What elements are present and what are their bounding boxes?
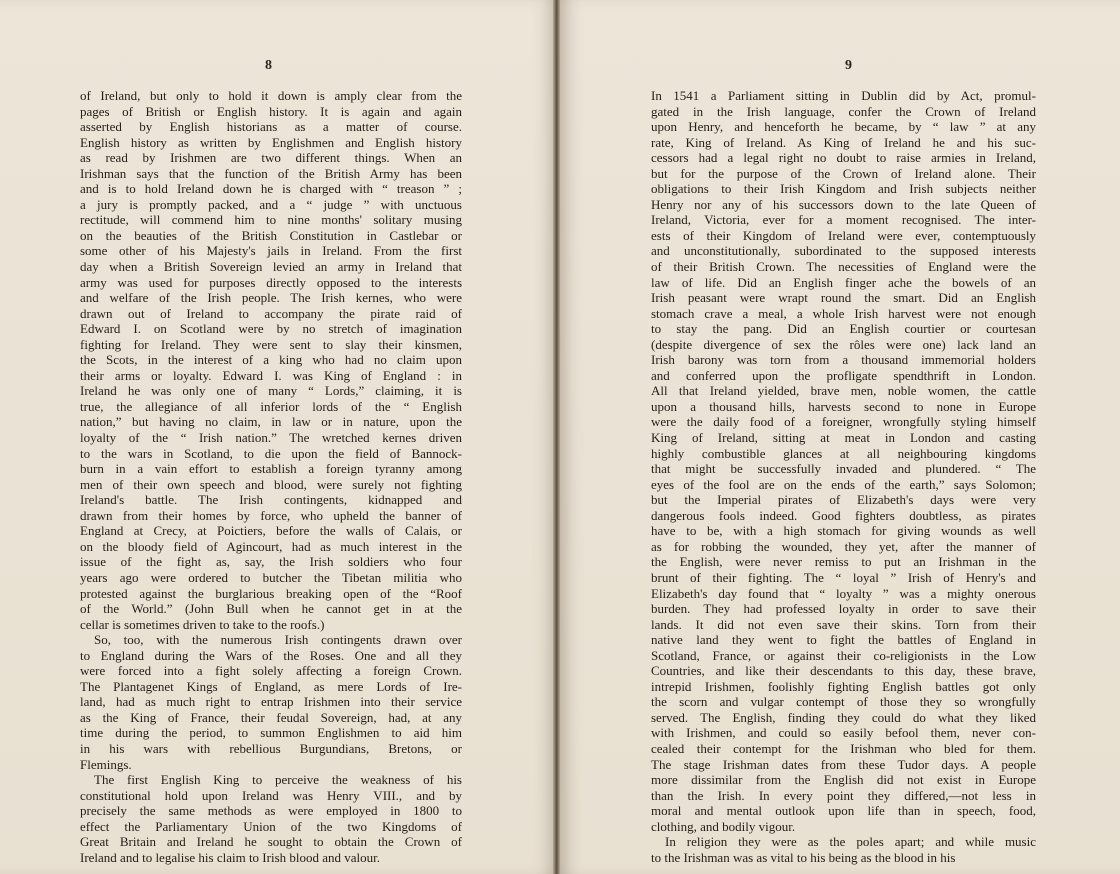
text-line: their arms or loyalty. Edward I. was King of England : in xyxy=(80,367,462,383)
text-line: a jury is promptly packed, and a “ judge ” with unctuous xyxy=(80,196,462,212)
text-line: have to be, with a high stomach for giving wounds as well xyxy=(651,523,1036,539)
text-line: were the daily food of a foreigner, wrongfully styling himself xyxy=(651,414,1036,430)
page-number: 9 xyxy=(845,58,852,73)
text-line: Edward I. on Scotland were by no stretch of imagination xyxy=(80,321,462,337)
text-line: In religion they were as the poles apart; and while music xyxy=(665,834,1036,850)
text-line: rectitude, will commend him to nine months' solitary musing xyxy=(80,212,462,228)
text-line: army was used for purposes directly opposed to the interests xyxy=(80,274,462,290)
text-line: the Scots, in the interest of a king who had no claim upon xyxy=(80,352,462,368)
text-line: to the wars in Scotland, to die upon the field of Bannock- xyxy=(80,445,462,461)
text-line: asserted by English historians as a matter of course. xyxy=(80,119,462,135)
text-line: native land they went to fight the battles of England in xyxy=(651,632,1036,648)
text-line: Ireland and to legalise his claim to Irish blood and valour. xyxy=(80,849,381,865)
text-line: protested against the burglarious breaking open of the “Roof xyxy=(80,585,462,601)
text-line: fighting for Ireland. They were sent to slay their kinsmen, xyxy=(80,336,462,352)
text-line: King of Ireland, sitting at meat in London and casting xyxy=(651,430,1036,446)
text-line: burden. They had professed loyalty in order to save their xyxy=(651,601,1036,617)
text-line: intrepid Irishmen, foolishly fighting English battles got only xyxy=(651,678,1036,694)
text-line: dangerous fools indeed. Good fighters doubtless, as pirates xyxy=(651,507,1036,523)
text-line: years ago were ordered to butcher the Tibetan militia who xyxy=(80,569,462,585)
text-line: and conferred upon the profligate spendthrift in London. xyxy=(651,367,1036,383)
text-line: Irish barony was torn from a thousand immemorial holders xyxy=(651,352,1036,368)
text-line: (despite divergence of sex the rôles were one) lack land an xyxy=(651,336,1036,352)
text-line: brunt of their fighting. The “ loyal ” Irish of Henry's and xyxy=(651,569,1036,585)
text-line: drawn out of Ireland to accompany the pirate raid of xyxy=(80,305,462,321)
text-line: loyalty of the “ Irish nation.” The wretched kernes driven xyxy=(80,430,462,446)
text-line: pages of British or English history. It is again and again xyxy=(80,103,462,119)
text-line: The first English King to perceive the weakness of his xyxy=(94,772,462,788)
text-line: of their British Crown. The necessities of England were the xyxy=(651,259,1036,275)
text-line: eyes of the fool are on the ends of the earth,” says Solomon; xyxy=(651,476,1036,492)
text-line: as read by Irishmen are two different things. When an xyxy=(80,150,462,166)
text-line: upon Henry, and henceforth he became, by “ law ” at any xyxy=(651,119,1036,135)
text-line: So, too, with the numerous Irish contingents drawn over xyxy=(94,632,462,648)
text-line: issue of the fight as, say, the Irish soldiers who four xyxy=(80,554,462,570)
text-line: the English, were never remiss to put an Irishman in the xyxy=(651,554,1036,570)
left-page xyxy=(0,0,556,874)
text-line: ests of their Kingdom of Ireland were ever, contemptuously xyxy=(651,227,1036,243)
text-line: time during the period, to summon Englishmen to aid him xyxy=(80,725,462,741)
text-line: and unconstitutionally, subordinated to the supposed interests xyxy=(651,243,1036,259)
text-line: on the bloody field of Agincourt, had as much interest in the xyxy=(80,538,462,554)
text-line: but the Imperial pirates of Elizabeth's days were very xyxy=(651,492,1036,508)
text-line: than the Irish. In every point they differed,—not less in xyxy=(651,787,1036,803)
right-page xyxy=(560,0,1120,874)
text-line: upon a thousand hills, harvests second to none in Europe xyxy=(651,398,1036,414)
text-line: In 1541 a Parliament sitting in Dublin did by Act, promul- xyxy=(651,88,1036,103)
text-line: moral and mental outlook upon life than in speech, food, xyxy=(651,803,1036,819)
text-line: constitutional hold upon Ireland was Henry VIII., and by xyxy=(80,787,462,803)
text-line: The stage Irishman dates from these Tudor days. A people xyxy=(651,756,1036,772)
text-line: as for robbing the wounded, they yet, after the manner of xyxy=(651,538,1036,554)
text-line: and is to hold Ireland down he is charged with “ treason ” ; xyxy=(80,181,462,197)
text-line: gated in the Irish language, confer the Crown of Ireland xyxy=(651,103,1036,119)
text-line: England at Crecy, at Poictiers, before the walls of Calais, or xyxy=(80,523,462,539)
text-line: effect the Parliamentary Union of the two Kingdoms of xyxy=(80,818,462,834)
text-line: English history as written by Englishmen and English history xyxy=(80,134,462,150)
text-line: the scorn and vulgar contempt of those they so wrongfully xyxy=(651,694,1036,710)
text-line: Flemings. xyxy=(80,756,132,772)
text-line: to stay the pang. Did an English courtier or courtesan xyxy=(651,321,1036,337)
text-line: precisely the same methods as were employed in 1800 to xyxy=(80,803,462,819)
text-line: as the King of France, their feudal Sovereign, had, at any xyxy=(80,709,462,725)
text-line: All that Ireland yielded, brave men, noble women, the cattle xyxy=(651,383,1036,399)
text-line: rate, King of Ireland. As King of Ireland he and his suc- xyxy=(651,134,1036,150)
text-line: cellar is sometimes driven to take to the roofs.) xyxy=(80,616,325,632)
text-line: that might be successfully invaded and plundered. “ The xyxy=(651,461,1036,477)
text-line: Ireland's battle. The Irish contingents, kidnapped and xyxy=(80,492,462,508)
text-line: day when a British Sovereign levied an army in Ireland that xyxy=(80,259,462,275)
text-line: land, had as much right to entrap Irishmen into their service xyxy=(80,694,462,710)
text-line: Irish peasant were wrapt round the smart. Did an English xyxy=(651,290,1036,306)
text-line: men of their own speech and blood, were surely not fighting xyxy=(80,476,462,492)
text-line: cealed their contempt for the Irishman who bled for them. xyxy=(651,740,1036,756)
text-line: law of life. Did an English finger ache the bowels of an xyxy=(651,274,1036,290)
text-line: highly combustible glances at all neighbouring kingdoms xyxy=(651,445,1036,461)
text-line: Ireland he was only one of many “ Lords,” claiming, it is xyxy=(80,383,462,399)
text-line: Irishman says that the function of the British Army has been xyxy=(80,165,462,181)
text-line: to England during the Wars of the Roses. One and all they xyxy=(80,647,462,663)
text-line: Scotland, France, or against their co-religionists in the Low xyxy=(651,647,1036,663)
text-line: of Ireland, but only to hold it down is amply clear from the xyxy=(80,88,462,103)
text-line: to the Irishman was as vital to his being as the blood in his xyxy=(651,849,956,865)
text-line: more dissimilar from the English did not exist in Europe xyxy=(651,772,1036,788)
text-line: and welfare of the Irish people. The Irish kernes, who were xyxy=(80,290,462,306)
text-line: Great Britain and Ireland he sought to obtain the Crown of xyxy=(80,834,462,850)
text-line: in his wars with rebellious Burgundians, Bretons, or xyxy=(80,740,462,756)
text-line: burn in a vain effort to establish a foreign tyranny among xyxy=(80,461,462,477)
text-line: on the beauties of the British Constitution in Castlebar or xyxy=(80,227,462,243)
text-line: clothing, and bodily vigour. xyxy=(651,818,796,834)
text-line: with Irishmen, and could so easily befool them, never con- xyxy=(651,725,1036,741)
text-line: were forced into a fight solely affecting a foreign Crown. xyxy=(80,663,462,679)
text-line: nation,” but having no claim, in law or in nature, upon the xyxy=(80,414,462,430)
text-line: true, the allegiance of all inferior lords of the “ English xyxy=(80,398,462,414)
text-line: Countries, and like their descendants to this day, these brave, xyxy=(651,663,1036,679)
text-line: of the World.” (John Bull when he cannot get in at the xyxy=(80,601,462,617)
text-line: Henry nor any of his successors down to the late Queen of xyxy=(651,196,1036,212)
text-line: drawn from their homes by force, who upheld the banner of xyxy=(80,507,462,523)
text-line: obligations to their Irish Kingdom and Irish subjects neither xyxy=(651,181,1036,197)
text-line: but for the purpose of the Crown of Ireland alone. Their xyxy=(651,165,1036,181)
page-body xyxy=(651,88,1036,865)
page-number: 8 xyxy=(265,58,272,73)
text-line: The Plantagenet Kings of England, as mere Lords of Ire- xyxy=(80,678,462,694)
page-body xyxy=(80,88,462,865)
text-line: some other of his Majesty's jails in Ireland. From the first xyxy=(80,243,462,259)
text-line: served. The English, finding they could do what they liked xyxy=(651,709,1036,725)
text-line: cessors had a legal right no doubt to raise armies in Ireland, xyxy=(651,150,1036,166)
text-line: stomach crave a meal, a whole Irish harvest were not enough xyxy=(651,305,1036,321)
text-line: Elizabeth's day found that “ loyalty ” was a mighty onerous xyxy=(651,585,1036,601)
text-line: Ireland, Victoria, ever for a moment recognised. The inter- xyxy=(651,212,1036,228)
text-line: lands. It did not even save their skins. Torn from their xyxy=(651,616,1036,632)
